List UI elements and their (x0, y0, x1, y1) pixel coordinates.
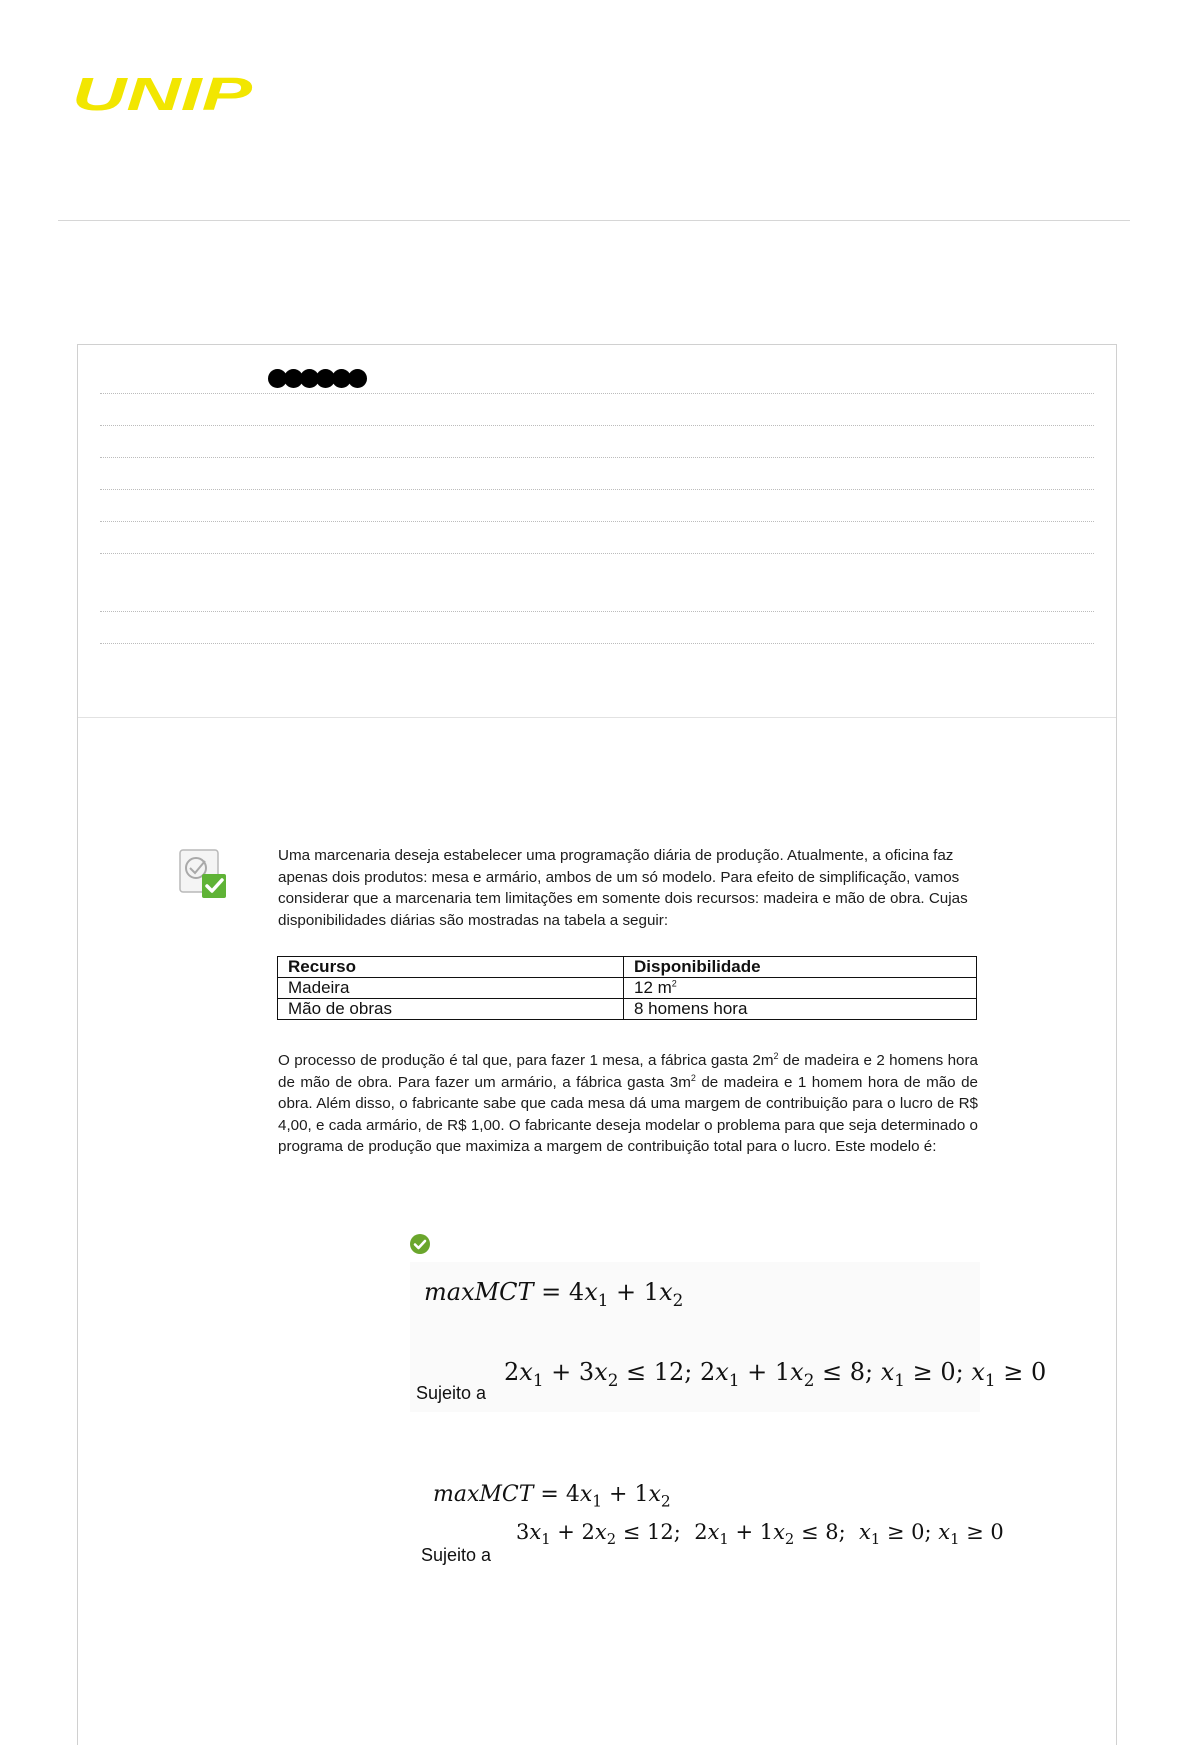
info-row (100, 643, 1094, 644)
table-cell: 8 homens hora (624, 999, 977, 1020)
logo-text: UNIP (72, 74, 253, 114)
info-row (100, 611, 1094, 612)
question-correct-icon (178, 848, 228, 900)
table-cell: Madeira (278, 978, 624, 999)
redacted-name (268, 369, 364, 389)
question-paragraph-2: O processo de produção é tal que, para fazer 1 mesa, a fábrica gasta $2m^2$ de madeira e 2 homens hora de mão de obra. Para fazer um armário, a fábrica gasta $3m^2$ de madeira e 1 homem hora de mão de obra. Além disso, o fabricante sabe que cada mesa dá uma margem de contribuição para o lucro de R$ 4,00, e cada armário, de R$ 1,00. O fabricante deseja modelar o problema para que seja determinado o programa de produção que maximiza a margem de contribuição total para o lucro. Este modelo é: (278, 1050, 978, 1155)
info-row (100, 393, 1094, 394)
table-cell: Mão de obras (278, 999, 624, 1020)
table-cell: 12 $m^2$ (624, 978, 977, 999)
correct-answer-constraints: $3x_1 + 2x_2 \le 12$; $2x_1 + 1x_2 \le 8$; $x_1 \ge 0$; $x_1 \ge 0$ (516, 1520, 1004, 1549)
table-header-row (278, 957, 977, 978)
header-divider (58, 220, 1130, 221)
selected-answer-subject-label: Sujeito a (416, 1383, 487, 1403)
info-row (100, 553, 1094, 554)
unip-logo (72, 74, 257, 114)
info-row (100, 489, 1094, 490)
info-row (100, 425, 1094, 426)
table-row (278, 978, 977, 999)
table-row (278, 999, 977, 1020)
selected-answer-objective: maxMCT = $4x_1 + 1x_2$ (424, 1278, 684, 1310)
info-row (100, 457, 1094, 458)
resource-table (277, 956, 977, 1020)
selected-answer-constraints: $2x_1 + 3x_2 \le 12$; $2x_1 + 1x_2 \le 8$; $x_1 \ge 0$; $x_1 \ge 0$ (504, 1358, 1047, 1390)
correct-answer-subject-label: Sujeito a (421, 1545, 492, 1565)
question-paragraph-1: Uma marcenaria deseja estabelecer uma programação diária de produção. Atualmente, a oficina faz apenas dois produtos: mesa e armário, ambos de um só modelo. Para efeito de simplificação, vamos considerar que a marcenaria tem limitações em somente dois recursos: madeira e mão de obra. Cujas disponibilidades diárias são mostradas na tabela a seguir: (278, 847, 968, 929)
correct-answer-objective: maxMCT = $4x_1 + 1x_2$ (433, 1482, 671, 1511)
table-header-cell: Disponibilidade (624, 957, 977, 978)
info-box (78, 345, 1116, 718)
info-row (100, 521, 1094, 522)
table-header-cell: Recurso (278, 957, 624, 978)
check-circle-icon (410, 1234, 430, 1254)
